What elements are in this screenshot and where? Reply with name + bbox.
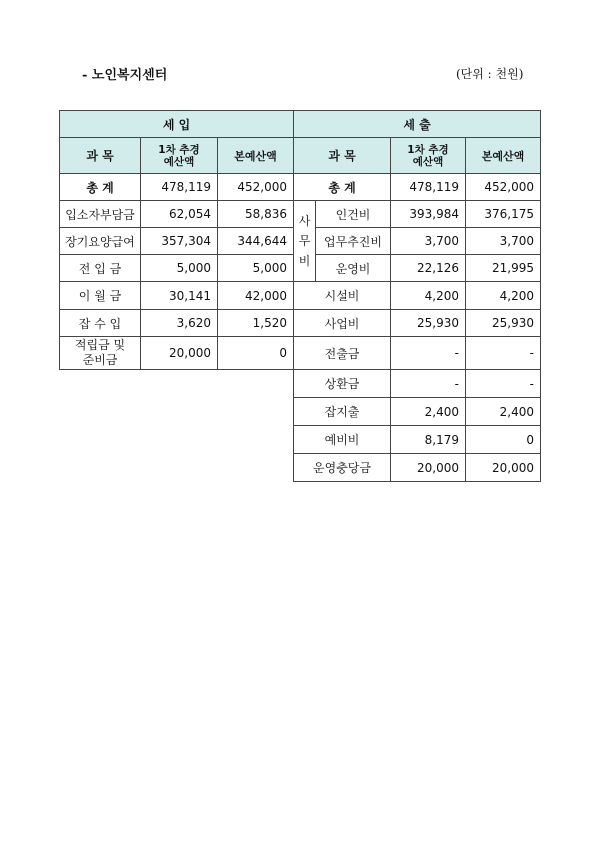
table-row xyxy=(294,398,541,426)
expense-item: 예비비 xyxy=(294,426,391,454)
expense-col-item: 과 목 xyxy=(294,138,391,174)
expense-revised: - xyxy=(391,337,466,370)
table-row xyxy=(60,337,294,370)
expense-group-label xyxy=(294,201,316,282)
income-revised: 30,141 xyxy=(141,282,218,310)
expense-section-header: 세 출 xyxy=(294,111,541,138)
expense-item: 업무추진비 xyxy=(316,228,391,255)
income-original: 42,000 xyxy=(218,282,294,310)
table-row xyxy=(294,370,541,398)
expense-original: 21,995 xyxy=(466,255,541,282)
income-item: 이 월 금 xyxy=(60,282,141,310)
table-row xyxy=(294,337,541,370)
expense-col-original: 본예산액 xyxy=(466,138,541,174)
expense-revised: 20,000 xyxy=(391,454,466,482)
table-row xyxy=(294,255,541,282)
income-revised: 357,304 xyxy=(141,228,218,255)
income-table xyxy=(59,110,294,370)
income-total-original: 452,000 xyxy=(218,174,294,201)
income-item: 입소자부담금 xyxy=(60,201,141,228)
expense-total-label: 총 계 xyxy=(294,174,391,201)
income-item: 전 입 금 xyxy=(60,255,141,282)
expense-item: 시설비 xyxy=(294,282,391,310)
expense-item: 잡지출 xyxy=(294,398,391,426)
expense-col-revised xyxy=(391,138,466,174)
income-original: 58,836 xyxy=(218,201,294,228)
expense-original: 4,200 xyxy=(466,282,541,310)
expense-revised: 22,126 xyxy=(391,255,466,282)
expense-revised: 4,200 xyxy=(391,282,466,310)
expense-revised: 2,400 xyxy=(391,398,466,426)
table-row xyxy=(294,228,541,255)
table-row xyxy=(60,228,294,255)
income-original: 1,520 xyxy=(218,310,294,337)
income-total-revised: 478,119 xyxy=(141,174,218,201)
table-row xyxy=(60,310,294,337)
expense-total-original: 452,000 xyxy=(466,174,541,201)
expense-original: 376,175 xyxy=(466,201,541,228)
income-item xyxy=(60,337,141,370)
table-row xyxy=(60,255,294,282)
expense-col-revised-text: 1차 추경 예산액 xyxy=(407,143,449,168)
expense-item: 사업비 xyxy=(294,310,391,337)
expense-original: 25,930 xyxy=(466,310,541,337)
expense-original: 0 xyxy=(466,426,541,454)
table-row xyxy=(294,201,541,228)
income-original: 344,644 xyxy=(218,228,294,255)
income-col-original: 본예산액 xyxy=(218,138,294,174)
income-item: 장기요양급여 xyxy=(60,228,141,255)
table-row xyxy=(294,426,541,454)
income-total-label: 총 계 xyxy=(60,174,141,201)
expense-item: 운영비 xyxy=(316,255,391,282)
expense-revised: 25,930 xyxy=(391,310,466,337)
expense-original: - xyxy=(466,370,541,398)
expense-item: 상환금 xyxy=(294,370,391,398)
page-title: - 노인복지센터 xyxy=(82,68,168,83)
income-revised: 20,000 xyxy=(141,337,218,370)
table-row xyxy=(294,454,541,482)
expense-revised: 3,700 xyxy=(391,228,466,255)
expense-revised: 8,179 xyxy=(391,426,466,454)
expense-original: 20,000 xyxy=(466,454,541,482)
table-row xyxy=(60,201,294,228)
unit-label: (단위 : 천원) xyxy=(456,67,524,81)
income-item: 잡 수 입 xyxy=(60,310,141,337)
table-row xyxy=(60,282,294,310)
income-col-revised-text: 1차 추경 예산액 xyxy=(158,143,200,168)
expense-item: 운영충당금 xyxy=(294,454,391,482)
expense-item: 전출금 xyxy=(294,337,391,370)
table-row xyxy=(294,282,541,310)
expense-original: 3,700 xyxy=(466,228,541,255)
income-section-header: 세 입 xyxy=(60,111,294,138)
income-revised: 3,620 xyxy=(141,310,218,337)
income-item-text: 적립금 및 준비금 xyxy=(74,338,126,367)
income-col-item: 과 목 xyxy=(60,138,141,174)
expense-group-label-text: 사 무 비 xyxy=(298,214,311,268)
table-row xyxy=(294,310,541,337)
expense-total-revised: 478,119 xyxy=(391,174,466,201)
income-original: 0 xyxy=(218,337,294,370)
income-total-row xyxy=(60,174,294,201)
expense-revised: 393,984 xyxy=(391,201,466,228)
expense-table xyxy=(293,110,541,482)
income-original: 5,000 xyxy=(218,255,294,282)
income-revised: 62,054 xyxy=(141,201,218,228)
expense-total-row xyxy=(294,174,541,201)
expense-original: 2,400 xyxy=(466,398,541,426)
income-revised: 5,000 xyxy=(141,255,218,282)
expense-revised: - xyxy=(391,370,466,398)
income-col-revised xyxy=(141,138,218,174)
expense-item: 인건비 xyxy=(316,201,391,228)
expense-original: - xyxy=(466,337,541,370)
